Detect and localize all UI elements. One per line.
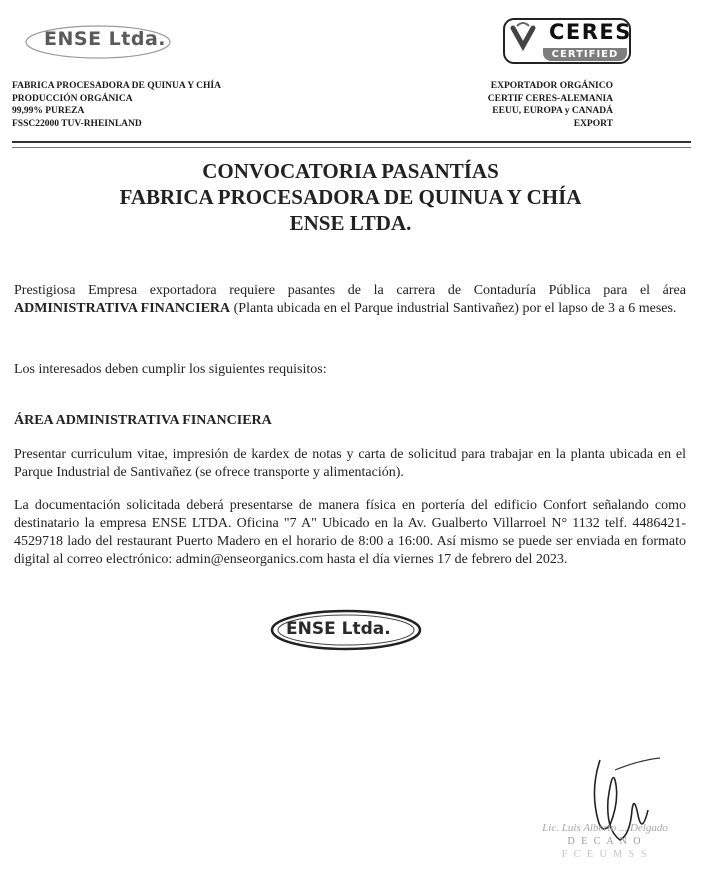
header-left-line: PRODUCCIÓN ORGÁNICA	[12, 93, 133, 104]
company-logo	[22, 22, 174, 62]
ceres-word: CERES	[549, 20, 632, 44]
signature-block	[515, 822, 695, 872]
documentation-paragraph: La documentación solicitada deberá presentarse de manera física en portería del edificio Confort señalando como destinatario la empresa ENSE LTDA. Oficina "7 A" Ubicado en la Av. Gualberto Villarroel N° 1132 telf. 4486421- 4529718 lado del restaurant Puerto Madero en el horario de 8:00 a 16:00. Así mismo se puede ser enviada en formato digital al correo electrónico: admin@enseorganics.com hasta el día viernes 17 de febrero del 2023.	[14, 498, 686, 567]
ceres-certified-logo	[503, 18, 631, 64]
ceres-band: CERTIFIED	[543, 48, 627, 61]
signatory-name: Lic. Luis Alberto ... Delgado	[542, 822, 668, 834]
header-right-line: EEUU, EUROPA y CANADÁ	[492, 106, 613, 116]
header-left-line: FABRICA PROCESADORA DE QUINUA Y CHÍA	[12, 81, 221, 91]
intro-bold-area: ADMINISTRATIVA FINANCIERA	[14, 301, 231, 316]
header-right-line: CERTIF CERES-ALEMANIA	[487, 93, 613, 104]
header-left-line: FSSC22000 TUV-RHEINLAND	[12, 118, 142, 129]
title-line: CONVOCATORIA PASANTÍAS	[202, 159, 499, 183]
header-right-info	[488, 80, 613, 130]
header-right-line: EXPORT	[573, 118, 613, 129]
section-heading: ÁREA ADMINISTRATIVA FINANCIERA	[14, 413, 272, 428]
signatory-faded-line: F C E U M S S	[561, 849, 649, 860]
stamp-text: ENSE Ltda.	[286, 619, 391, 639]
company-stamp	[268, 606, 424, 654]
intro-text: Prestigiosa Empresa exportadora requiere pasantes de la carrera de Contaduría Pública para el área	[14, 283, 686, 298]
header-right-line: EXPORTADOR ORGÁNICO	[490, 81, 613, 91]
document-title	[0, 158, 701, 236]
header-divider	[12, 141, 691, 148]
area-paragraph: Presentar curriculum vitae, impresión de kardex de notas y carta de solicitud para trabajar en la planta ubicada en el Parque Industrial de Santivañez (se ofrece transporte y alimentación).	[14, 447, 686, 480]
logo-text: ENSE Ltda.	[44, 28, 166, 50]
intro-paragraph	[14, 282, 686, 318]
title-line: FABRICA PROCESADORA DE QUINUA Y CHÍA	[119, 185, 582, 209]
header-left-info	[12, 80, 221, 130]
header-left-line: 99,99% PUREZA	[12, 106, 85, 116]
intro-text-end: (Planta ubicada en el Parque industrial Santivañez) por el lapso de 3 a 6 meses.	[230, 301, 677, 316]
signatory-title: D E C A N O	[567, 836, 643, 847]
requirements-intro: Los interesados deben cumplir los siguientes requisitos:	[14, 362, 327, 377]
title-line: ENSE LTDA.	[289, 211, 412, 235]
